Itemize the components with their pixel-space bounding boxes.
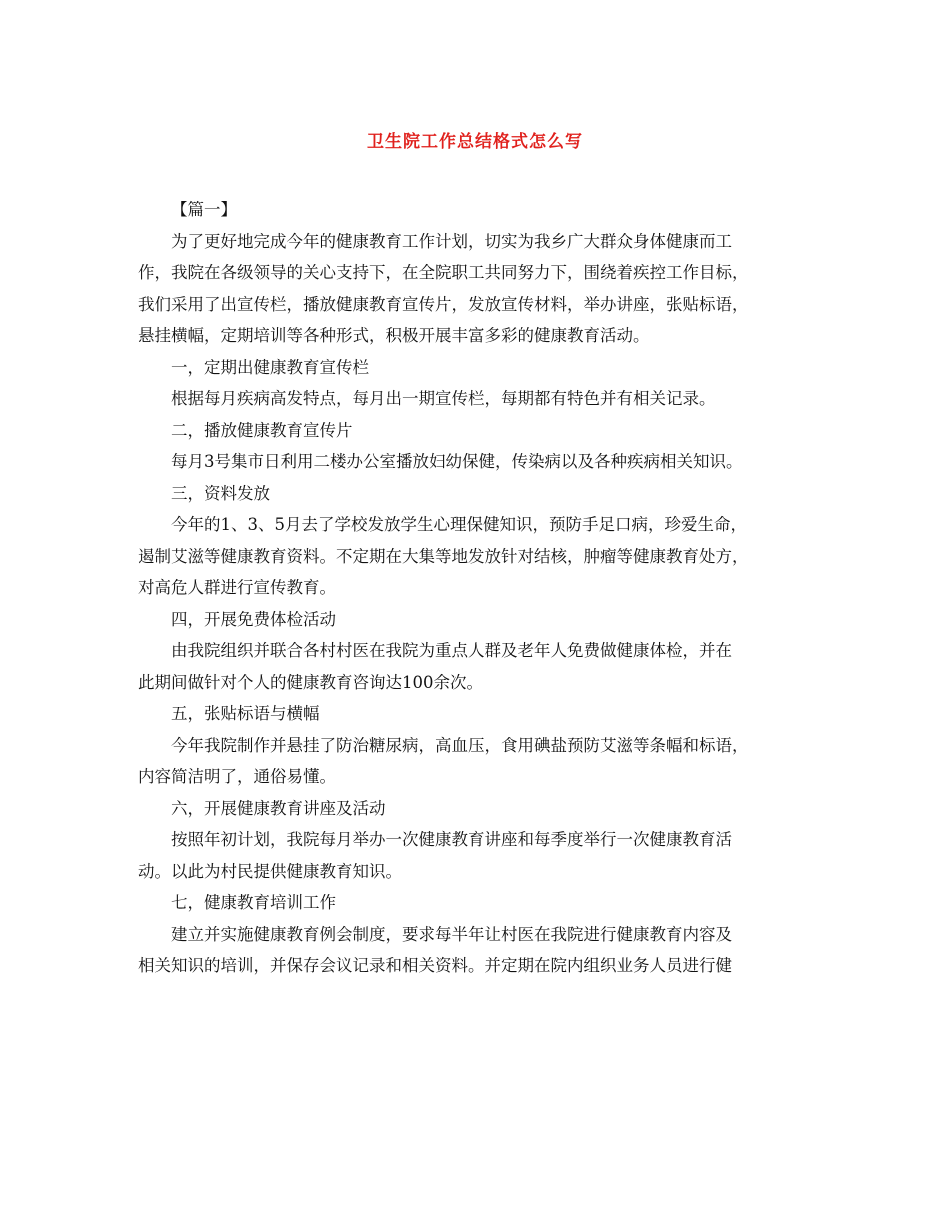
- paragraph-line: 内容简洁明了，通俗易懂。: [138, 767, 336, 786]
- paragraph-line: 为了更好地完成今年的健康教育工作计划，切实为我乡广大群众身体健康而工: [171, 231, 732, 251]
- paragraph-line: 相关知识的培训，并保存会议记录和相关资料。并定期在院内组织业务人员进行健: [138, 956, 732, 975]
- section-heading: 【篇一】: [171, 200, 237, 219]
- body-paragraph: [138, 509, 814, 604]
- paragraph-line: 此期间做针对个人的健康教育咨询达100余次。: [138, 672, 483, 692]
- section-heading: 五，张贴标语与横幅: [171, 704, 320, 723]
- section-heading: 一，定期出健康教育宣传栏: [171, 357, 369, 377]
- section-heading: 四，开展免费体检活动: [171, 609, 336, 629]
- paragraph-line: 对高危人群进行宣传教育。: [138, 578, 336, 597]
- paragraph-line: 按照年初计划，我院每月举办一次健康教育讲座和每季度举行一次健康教育活: [171, 830, 732, 849]
- paragraph-line: 今年我院制作并悬挂了防治糖尿病，高血压，食用碘盐预防艾滋等条幅和标语，: [171, 735, 749, 755]
- body-paragraph: [138, 446, 814, 478]
- body-paragraph: [138, 226, 814, 352]
- paragraph-line: 每月3号集市日利用二楼办公室播放妇幼保健，传染病以及各种疾病相关知识。: [171, 452, 743, 471]
- paragraph-line: 悬挂横幅，定期培训等各种形式，积极开展丰富多彩的健康教育活动。: [138, 326, 650, 345]
- paragraph-line: 我们采用了出宣传栏，播放健康教育宣传片，发放宣传材料，举办讲座，张贴标语，: [138, 294, 749, 314]
- section-heading: 二，播放健康教育宣传片: [171, 420, 353, 440]
- document-body: [138, 194, 814, 982]
- section-heading: 三，资料发放: [171, 483, 270, 503]
- section-heading: 七，健康教育培训工作: [171, 893, 336, 912]
- body-paragraph: [138, 635, 814, 698]
- body-paragraph: [138, 824, 814, 887]
- paragraph-line: 今年的1、3、5月去了学校发放学生心理保健知识，预防手足口病，珍爱生命，: [171, 515, 747, 534]
- paragraph-line: 根据每月疾病高发特点，每月出一期宣传栏，每期都有特色并有相关记录。: [171, 389, 716, 408]
- paragraph-line: 动。以此为村民提供健康教育知识。: [138, 861, 402, 881]
- body-paragraph: [138, 730, 814, 793]
- paragraph-line: 作，我院在各级领导的关心支持下，在全院职工共同努力下，围绕着疾控工作目标，: [138, 263, 749, 282]
- paragraph-line: 建立并实施健康教育例会制度，要求每半年让村医在我院进行健康教育内容及: [171, 924, 732, 944]
- paragraph-line: 遏制艾滋等健康教育资料。不定期在大集等地发放针对结核，肿瘤等健康教育处方，: [138, 546, 749, 566]
- paragraph-line: 由我院组织并联合各村村医在我院为重点人群及老年人免费做健康体检，并在: [171, 641, 732, 660]
- body-paragraph: [138, 919, 814, 982]
- body-paragraph: [138, 383, 814, 415]
- section-heading: 六，开展健康教育讲座及活动: [171, 798, 386, 818]
- document-title: 卫生院工作总结格式怎么写: [367, 132, 583, 152]
